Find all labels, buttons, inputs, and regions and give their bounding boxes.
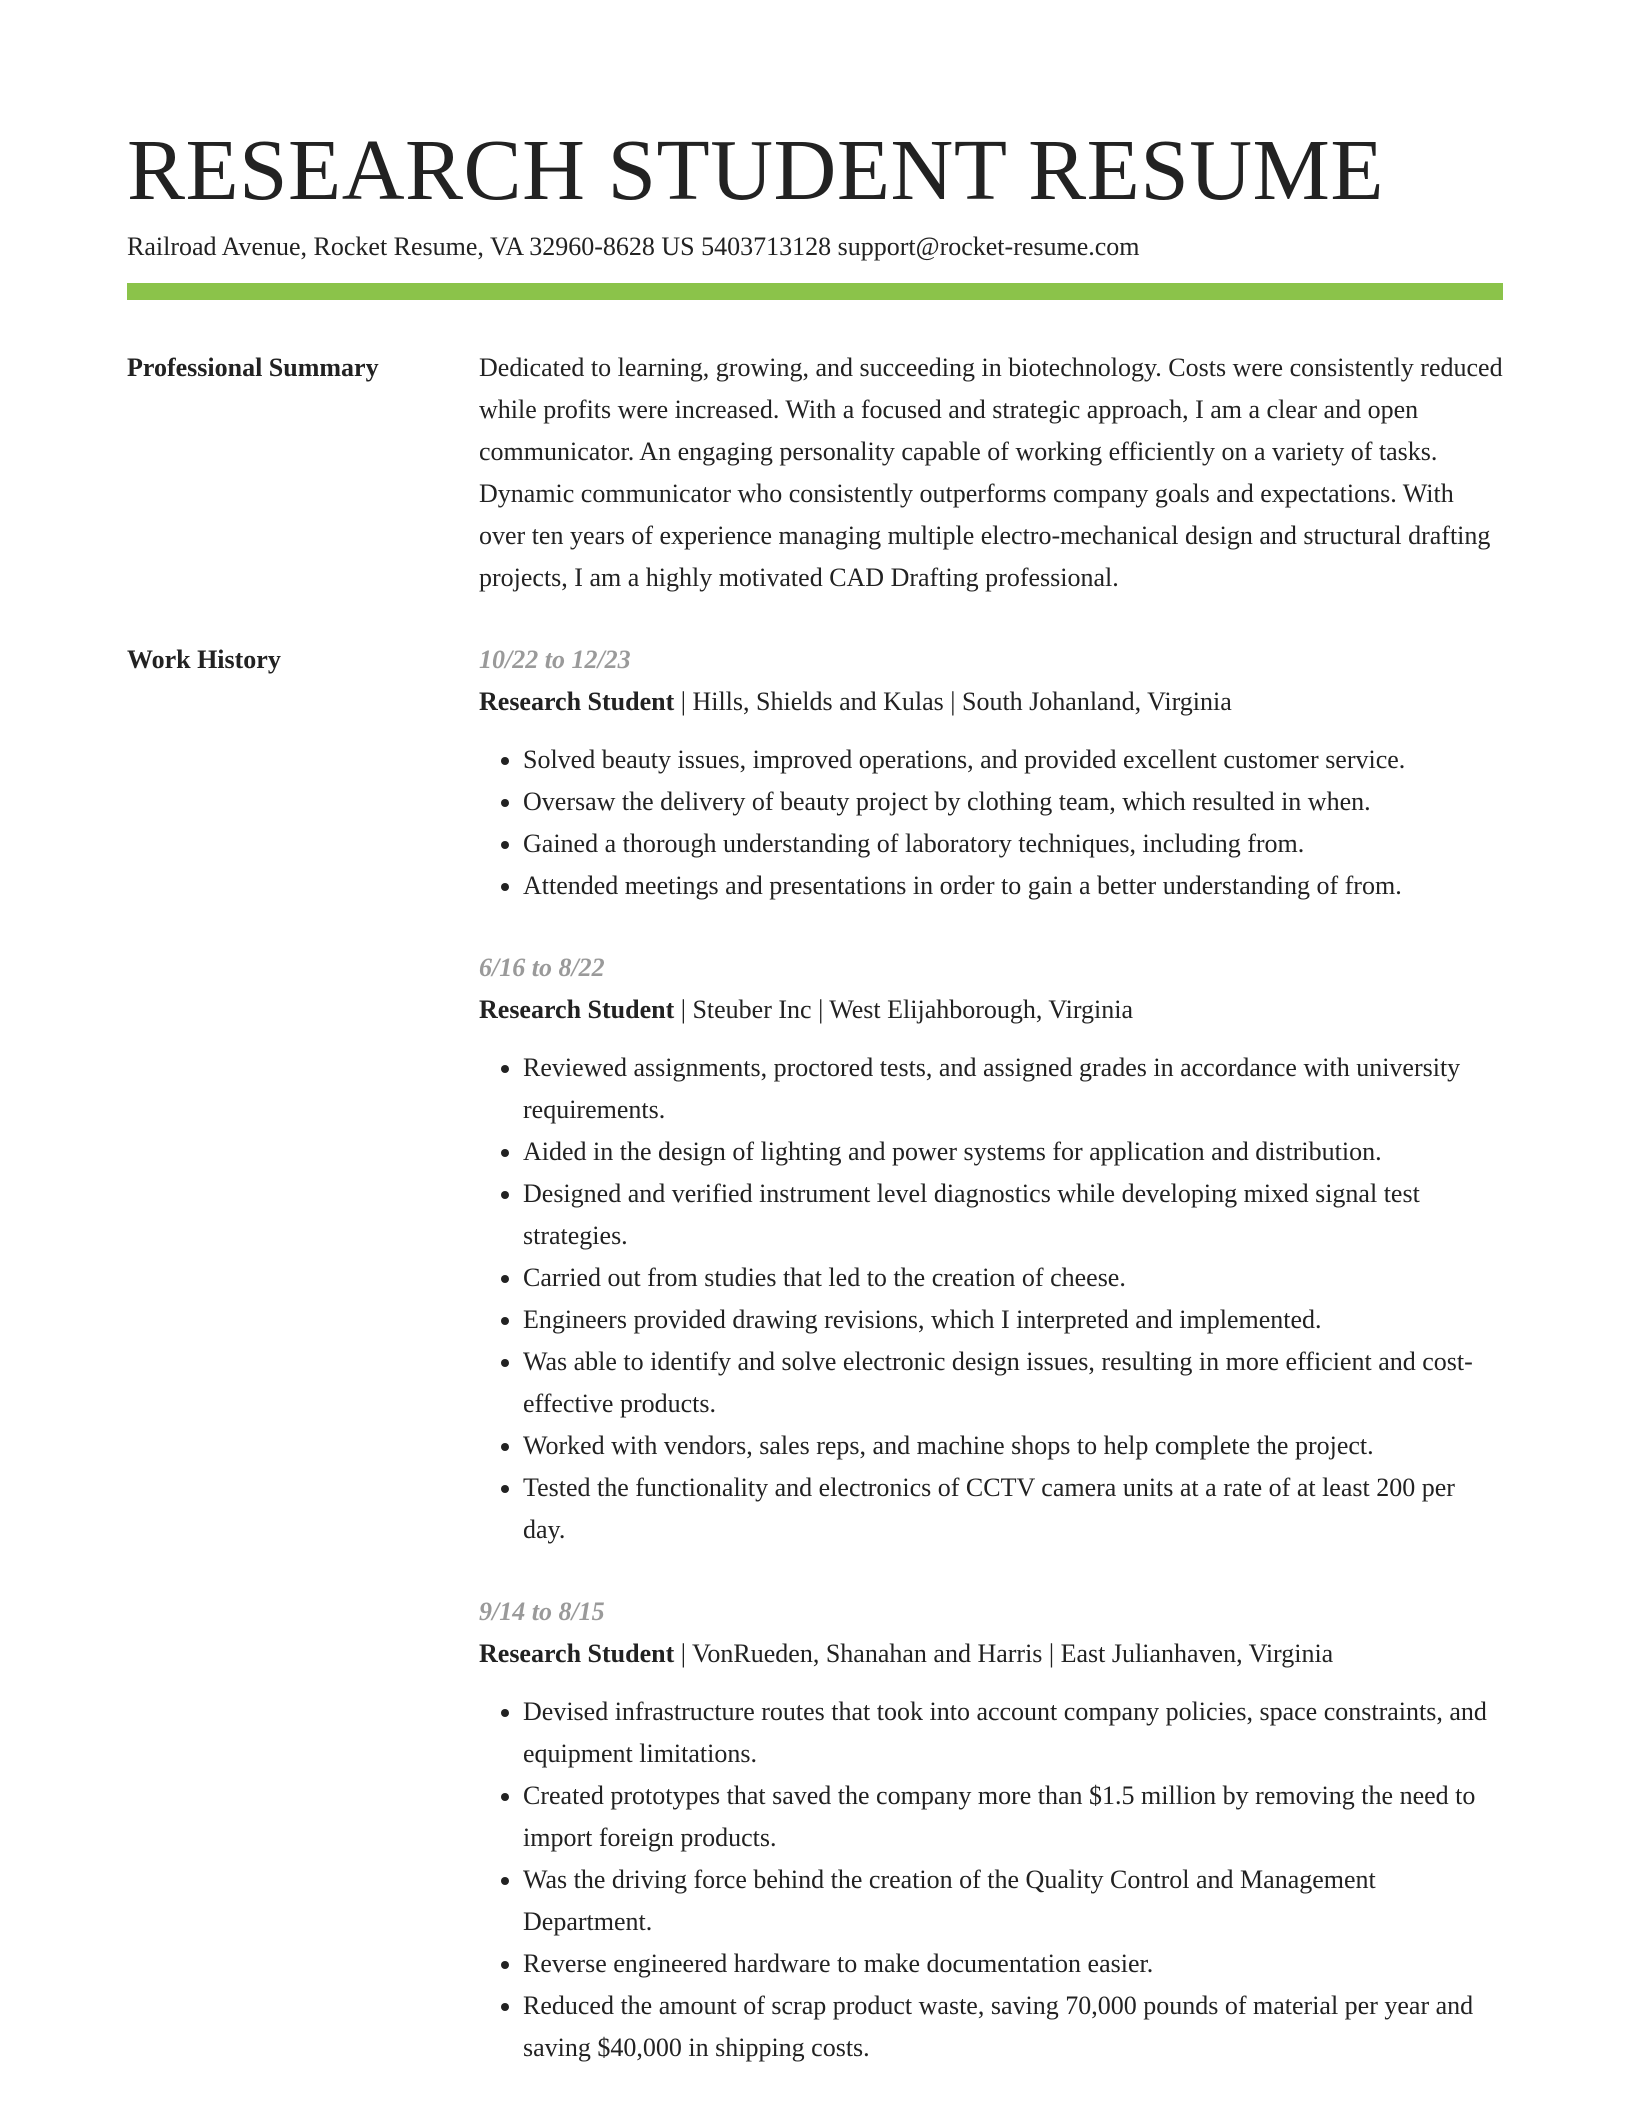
contact-line bbox=[127, 230, 1503, 264]
job-employer-location: | VonRueden, Shanahan and Harris | East Julianhaven, Virginia bbox=[674, 1639, 1334, 1668]
job-bullet: • Reduced the amount of scrap product waste, saving 70,000 pounds of material per year and saving $40,000 in shipping costs. bbox=[523, 1985, 1503, 2069]
job-heading bbox=[479, 1633, 1503, 1675]
work-history-section bbox=[127, 639, 1503, 2069]
job-bullet-list bbox=[479, 739, 1503, 907]
job-bullet: • Gained a thorough understanding of laboratory techniques, including from. bbox=[523, 823, 1503, 865]
job-heading bbox=[479, 989, 1503, 1031]
job-bullet-list bbox=[479, 1047, 1503, 1551]
contact-email: support@rocket-resume.com bbox=[837, 232, 1140, 261]
job-bullet: • Carried out from studies that led to the creation of cheese. bbox=[523, 1257, 1503, 1299]
job-bullet: • Solved beauty issues, improved operations, and provided excellent customer service. bbox=[523, 739, 1503, 781]
job-bullet: • Was the driving force behind the creation of the Quality Control and Management Department. bbox=[523, 1859, 1503, 1943]
job-bullet: • Engineers provided drawing revisions, which I interpreted and implemented. bbox=[523, 1299, 1503, 1341]
contact-phone: 5403713128 bbox=[701, 232, 832, 261]
contact-address: Railroad Avenue, Rocket Resume, VA 32960-8628 US bbox=[127, 232, 695, 261]
job-dates: 6/16 to 8/22 bbox=[479, 953, 605, 982]
job-bullet-list bbox=[479, 1691, 1503, 2069]
resume-title: RESEARCH STUDENT RESUME bbox=[127, 121, 1385, 218]
job-bullet: • Attended meetings and presentations in order to gain a better understanding of from. bbox=[523, 865, 1503, 907]
job-bullet: • Tested the functionality and electronics of CCTV camera units at a rate of at least 200 per day. bbox=[523, 1467, 1503, 1551]
job-entry bbox=[479, 947, 1503, 1551]
job-bullet: • Reverse engineered hardware to make documentation easier. bbox=[523, 1943, 1503, 1985]
job-title: Research Student bbox=[479, 1639, 675, 1668]
accent-divider bbox=[127, 283, 1503, 300]
job-title: Research Student bbox=[479, 687, 675, 716]
job-employer-location: | Hills, Shields and Kulas | South Johanland, Virginia bbox=[674, 687, 1232, 716]
job-bullet: • Aided in the design of lighting and power systems for application and distribution. bbox=[523, 1131, 1503, 1173]
job-bullet: • Devised infrastructure routes that took into account company policies, space constraints, and equipment limitations. bbox=[523, 1691, 1503, 1775]
summary-text: Dedicated to learning, growing, and succeeding in biotechnology. Costs were consistently reduced while profits were increased. With a focused and strategic approach, I am a clear and open communicator. An engaging personality capable of working efficiently on a variety of tasks. Dynamic communicator who consistently outperforms company goals and expectations. With over ten years of experience managing multiple electro-mechanical design and structural drafting projects, I am a highly motivated CAD Drafting professional. bbox=[479, 353, 1503, 592]
job-dates: 9/14 to 8/15 bbox=[479, 1597, 605, 1626]
job-bullet: • Designed and verified instrument level diagnostics while developing mixed signal test strategies. bbox=[523, 1173, 1503, 1257]
summary-section bbox=[127, 347, 1503, 599]
job-bullet: • Created prototypes that saved the company more than $1.5 million by removing the need to import foreign products. bbox=[523, 1775, 1503, 1859]
job-title: Research Student bbox=[479, 995, 675, 1024]
job-entry bbox=[479, 1591, 1503, 2069]
summary-label: Professional Summary bbox=[127, 353, 379, 382]
job-employer-location: | Steuber Inc | West Elijahborough, Virginia bbox=[674, 995, 1134, 1024]
job-bullet: • Oversaw the delivery of beauty project by clothing team, which resulted in when. bbox=[523, 781, 1503, 823]
work-history-list bbox=[479, 639, 1503, 2069]
resume-page bbox=[127, 120, 1503, 2069]
job-bullet: • Was able to identify and solve electronic design issues, resulting in more efficient and cost-effective products. bbox=[523, 1341, 1503, 1425]
job-dates: 10/22 to 12/23 bbox=[479, 645, 631, 674]
job-bullet: • Reviewed assignments, proctored tests, and assigned grades in accordance with university requirements. bbox=[523, 1047, 1503, 1131]
job-bullet: • Worked with vendors, sales reps, and machine shops to help complete the project. bbox=[523, 1425, 1503, 1467]
work-history-label: Work History bbox=[127, 645, 281, 674]
job-heading bbox=[479, 681, 1503, 723]
job-entry bbox=[479, 639, 1503, 907]
